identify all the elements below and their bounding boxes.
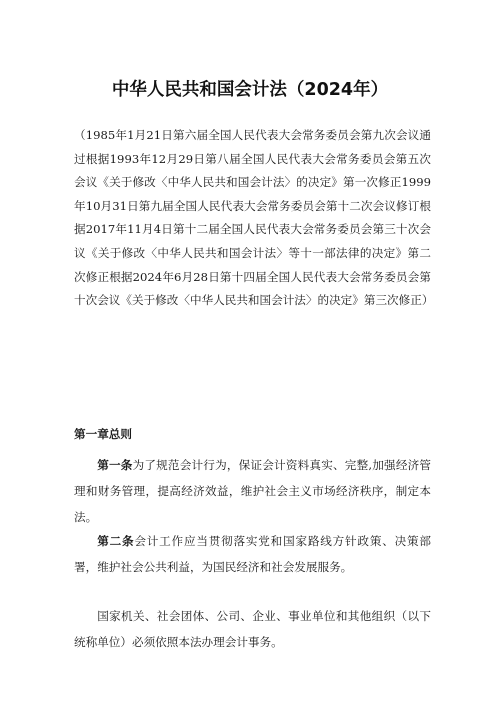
chapter-heading: 第一章总则	[74, 427, 132, 441]
article-2-text: 会计工作应当贯彻落实党和国家路线方针政策、决策部署，维护社会公共利益，为国民经济和社会发展服务。	[74, 534, 431, 574]
article-1-text: 为了规范会计行为，保证会计资料真实、完整,加强经济管理和财务管理，提高经济效益，维护社会主义市场经济秩序，制定本法。	[74, 458, 431, 524]
article-2-paragraph	[74, 528, 431, 580]
legislative-history-preamble: （1985年1月21日第六届全国人民代表大会常务委员会第九次会议通过根据1993年12月29日第八届全国人民代表大会常务委员会第五次会议《关于修改〈中华人民共和国会计法〉的决定》第一次修正1999年10月31日第九届全国人民代表大会常务委员会第十二次会议修订根据2017年11月4日第十二届全国人民代表大会常务委员会第三十次会议《关于修改〈中华人民共和国会计法〉等十一部法律的决定》第二次修正根据2024年6月28日第十四届全国人民代表大会常务委员会第十次会议《关于修改〈中华人民共和国会计法〉的决定》第三次修正）	[74, 128, 434, 308]
document-title: 中华人民共和国会计法（2024年）	[111, 79, 389, 100]
article-2-second-paragraph: 国家机关、社会团体、公司、企业、事业单位和其他组织（以下统称单位）必须依照本法办理会计事务。	[74, 609, 431, 649]
article-1-label: 第一条	[97, 458, 133, 472]
article-2-label: 第二条	[97, 534, 135, 548]
article-1-paragraph	[74, 452, 431, 530]
